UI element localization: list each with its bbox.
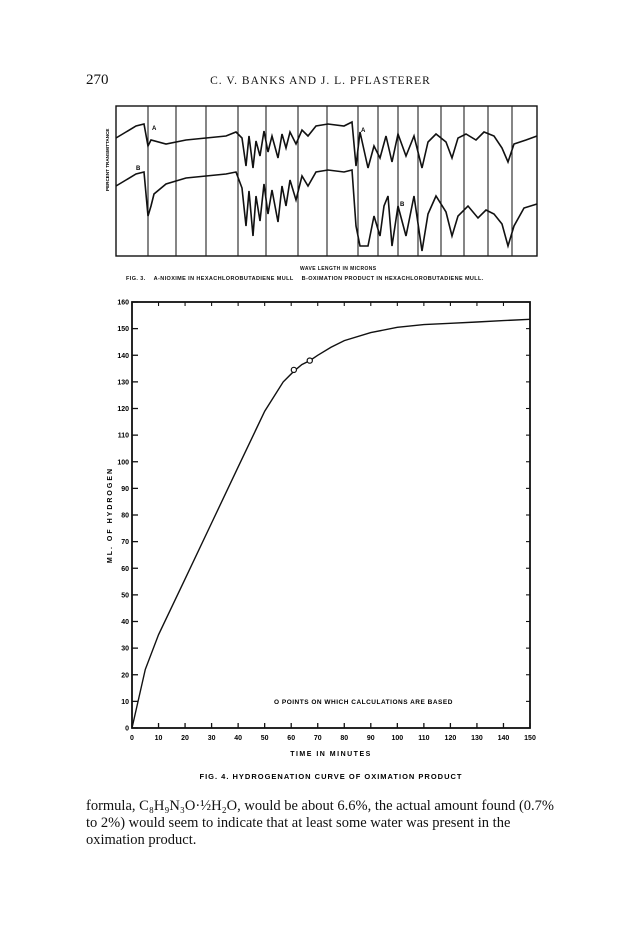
plot-frame — [132, 302, 530, 728]
x-tick-label: 30 — [207, 735, 216, 742]
x-tick-label: 130 — [471, 735, 483, 742]
x-tick-label: 120 — [444, 735, 457, 742]
y-axis-ticks — [117, 300, 530, 733]
marked-point — [291, 367, 296, 372]
y-tick-label: 70 — [121, 539, 129, 547]
y-tick-label: 150 — [117, 326, 129, 334]
y-tick-label: 40 — [121, 619, 129, 626]
body-paragraph: formula, C₈H₉N₃O·½H₂O, would be about 6.6%, the actual amount found (0.7% to 2%) would seem to indicate that at least some water was present in the oximation product. — [86, 798, 555, 848]
y-tick-label: 0 — [125, 725, 129, 733]
spectrum-label-a: A — [152, 126, 157, 132]
spectrum-label-b: B — [136, 166, 141, 172]
x-tick-label: 80 — [340, 735, 349, 742]
y-tick-label: 50 — [121, 592, 129, 600]
chart-y-axis-label: ML. OF HYDROGEN — [107, 466, 114, 564]
x-tick-label: 100 — [391, 735, 404, 742]
hydrogen-curve-line — [132, 319, 530, 728]
x-tick-label: 10 — [154, 735, 163, 742]
fig3-caption-b: B-OXIMATION PRODUCT IN HEXACHLOROBUTADIENE MULL. — [301, 276, 484, 282]
x-tick-label: 40 — [234, 735, 243, 742]
fig3-caption-number: FIG. 3. — [126, 276, 146, 282]
x-tick-label: 50 — [260, 735, 269, 742]
marked-point — [307, 358, 312, 363]
chart-x-axis-label: TIME IN MINUTES — [290, 751, 372, 758]
x-tick-label: 60 — [287, 735, 296, 742]
x-axis-ticks — [130, 302, 536, 742]
x-tick-label: 20 — [181, 735, 189, 742]
spectrum-x-axis-label: WAVE LENGTH IN MICRONS — [300, 266, 377, 272]
ir-spectrum-figure — [96, 96, 542, 268]
y-tick-label: 140 — [117, 352, 129, 360]
body-text — [86, 798, 558, 849]
spectrum-vertical-lines — [148, 106, 512, 256]
x-tick-label: 0 — [130, 735, 134, 742]
running-head: C. V. BANKS AND J. L. PFLASTERER — [210, 75, 431, 87]
fig3-caption — [126, 276, 492, 282]
y-tick-label: 30 — [121, 645, 129, 653]
spectrum-label-a-right: A — [361, 128, 366, 134]
x-tick-label: 110 — [418, 735, 430, 742]
page-number: 270 — [86, 72, 109, 88]
y-tick-label: 20 — [121, 672, 129, 680]
x-tick-label: 140 — [497, 735, 510, 742]
y-tick-label: 120 — [117, 406, 129, 413]
y-tick-label: 60 — [121, 565, 129, 573]
hydrogenation-chart — [100, 292, 560, 787]
fig3-caption-a: A-NIOXIME IN HEXACHLOROBUTADIENE MULL — [153, 276, 294, 282]
chart-annotation: O POINTS ON WHICH CALCULATIONS ARE BASED — [274, 699, 453, 706]
x-tick-label: 70 — [313, 735, 322, 742]
y-tick-label: 90 — [121, 485, 129, 493]
y-tick-label: 10 — [121, 698, 129, 706]
x-tick-label: 90 — [366, 735, 375, 742]
chart-title: FIG. 4. HYDROGENATION CURVE OF OXIMATION PRODUCT — [199, 772, 463, 781]
y-tick-label: 160 — [117, 299, 129, 307]
spectrum-label-b-right: B — [400, 202, 405, 208]
y-tick-label: 80 — [121, 512, 129, 520]
y-tick-label: 130 — [117, 379, 129, 387]
spectrum-y-axis-label: PERCENT TRANSMITTANCE — [105, 128, 110, 191]
x-tick-label: 150 — [524, 735, 536, 742]
y-tick-label: 110 — [117, 432, 129, 440]
y-tick-label: 100 — [117, 459, 129, 467]
